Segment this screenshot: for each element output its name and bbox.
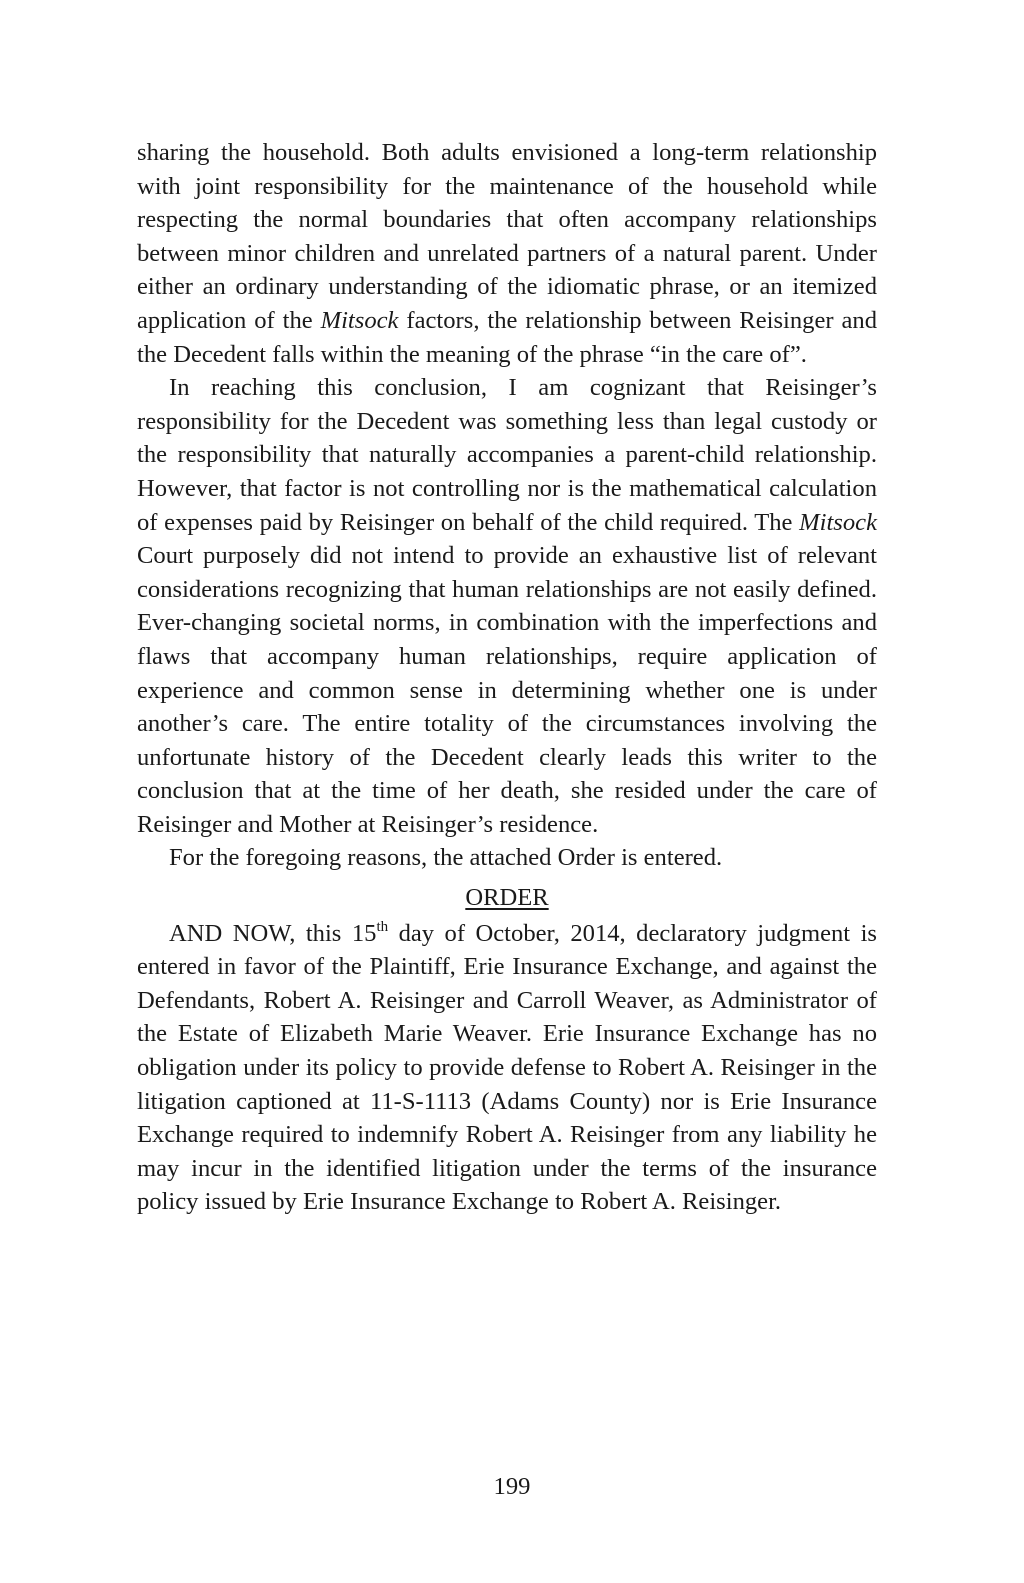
paragraph-conclusion	[137, 371, 877, 841]
paragraph-2-text-b: Court purposely did not intend to provide an exhaustive list of relevant considerations recognizing that human relationships are not easily defined. Ever-changing societal norms, in combination with the imperfections and flaws that accompany human relationships, require application of experience and common sense in determining whether one is under another’s care. The entire totality of the circumstances involving the unfortunate history of the Decedent clearly leads this writer to the conclusion that at the time of her death, she resided under the care of Reisinger and Mother at Reisinger’s residence.	[137, 542, 877, 838]
order-heading-text: ORDER	[465, 884, 549, 912]
ordinal-suffix: th	[376, 918, 389, 935]
paragraph-continuation	[137, 136, 877, 371]
order-heading	[137, 881, 877, 915]
paragraph-1-text-b: factors, the relationship between Reisinger and the Decedent falls within the meaning of the phrase “in the care of”.	[137, 306, 877, 368]
case-name-mitsock: Mitsock	[799, 508, 877, 536]
case-name-mitsock: Mitsock	[320, 306, 399, 334]
paragraph-2-text-a: In reaching this conclusion, I am cognizant that Reisinger’s responsibility for the Decedent was something less than legal custody or the responsibility that naturally accompanies a parent-child relationship. However, that factor is not controlling nor is the mathematical calculation of expenses paid by Reisinger on behalf of the child required. The	[137, 374, 877, 536]
paragraph-foregoing-reasons	[137, 841, 877, 875]
page-number: 199	[493, 1473, 531, 1500]
order-text-b: day of October, 2014, declaratory judgment is entered in favor of the Plaintiff, Erie Insurance Exchange, and against the Defendants, Robert A. Reisinger and Carroll Weaver, as Administrator of the Estate of Elizabeth Marie Weaver. Erie Insurance Exchange has no obligation under its policy to provide defense to Robert A. Reisinger in the litigation captioned at 11-S-1113 (Adams County) nor is Erie Insurance Exchange required to indemnify Robert A. Reisinger from any liability he may incur in the identified litigation under the terms of the insurance policy issued by Erie Insurance Exchange to Robert A. Reisinger.	[137, 919, 877, 1216]
paragraph-order	[137, 917, 877, 1219]
order-text-a: AND NOW, this 15	[169, 919, 377, 947]
paragraph-3-text: For the foregoing reasons, the attached Order is entered.	[169, 844, 723, 872]
paragraph-1-text-a: sharing the household. Both adults envisioned a long-term relationship with joint responsibility for the maintenance of the household while respecting the normal boundaries that often accompany relationships between minor children and unrelated partners of a natural parent. Under either an ordinary understanding of the idiomatic phrase, or an itemized application of the	[137, 139, 877, 334]
document-body	[137, 136, 877, 1219]
